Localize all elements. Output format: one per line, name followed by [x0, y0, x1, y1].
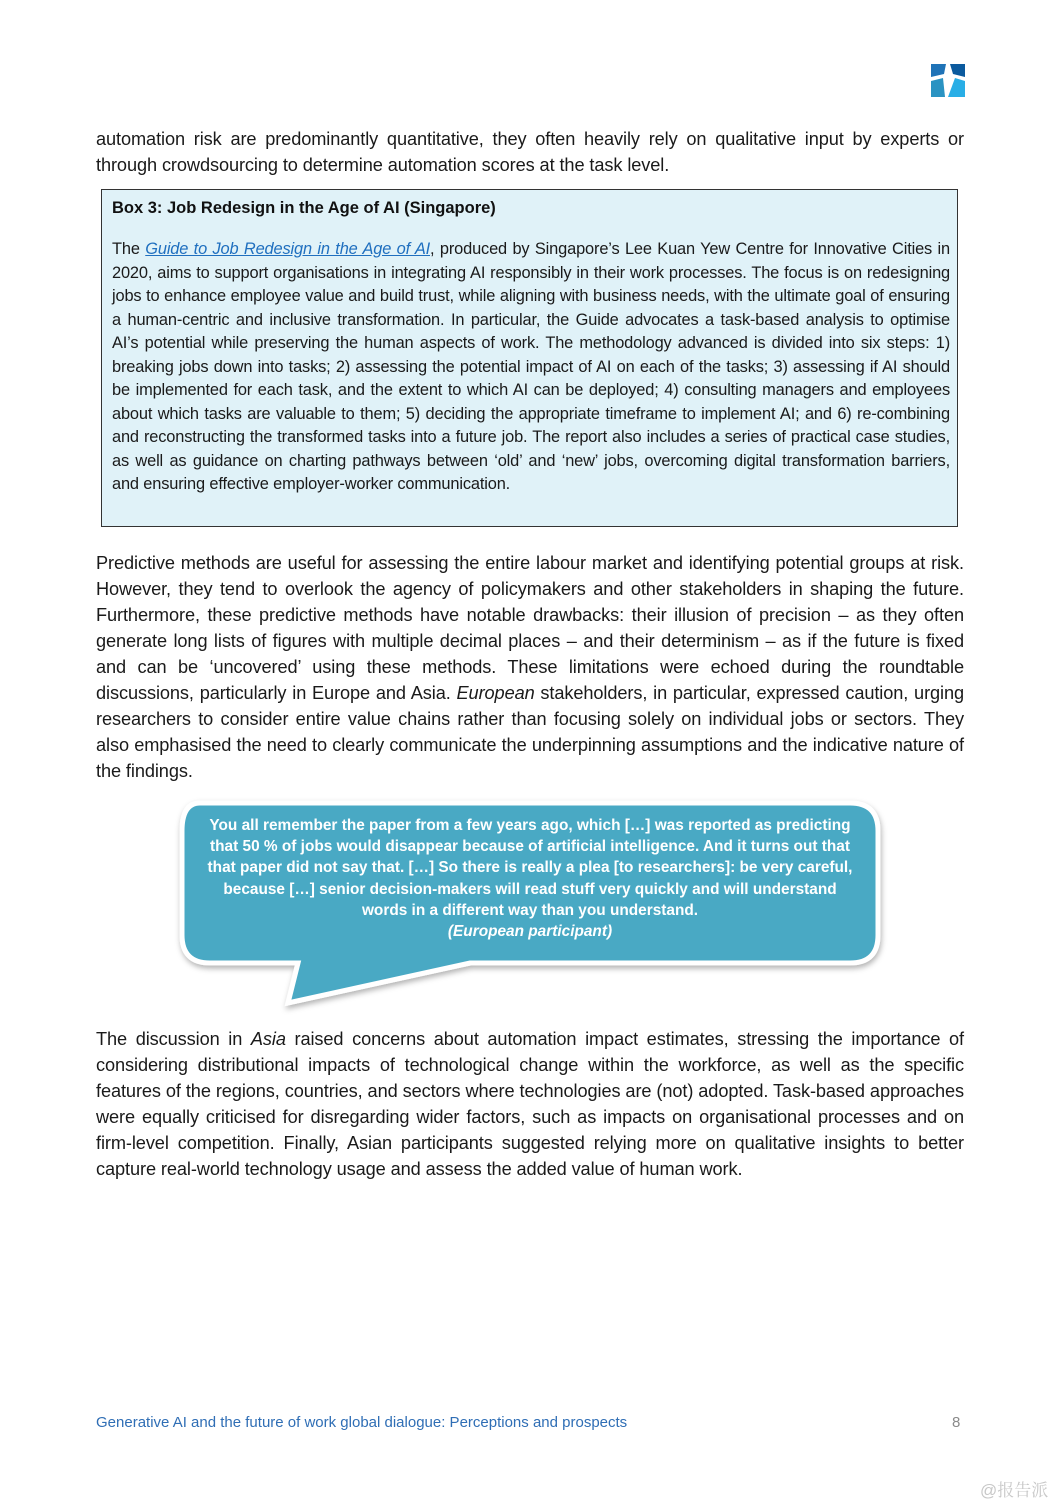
info-box — [101, 189, 958, 527]
quote-text — [200, 815, 860, 942]
box-body-intro: The — [112, 240, 146, 258]
predictive-text-2: stakeholders, in particular, expressed caution, urging researchers to consider entire value chains rather than focusing solely on individual jobs or sectors. They also emphasised the need to clearly communicate the underpinning assumptions and the indicative nature of the findings. — [96, 683, 965, 781]
predictive-emphasis: European — [456, 683, 535, 703]
predictive-text-1: Predictive methods are useful for assessing the entire labour market and identifying potential groups at risk. However, they tend to overlook the agency of policymakers and other stakeholders in shaping the future. Furthermore, these predictive methods have notable drawbacks: their illusion of precision – as they often generate long lists of figures with multiple decimal places – and their determinism – as if the future is fixed and can be ‘uncovered’ using these methods. These limitations were echoed during the roundtable discussions, particularly in Europe and Asia. — [96, 553, 964, 703]
box-body-text: , produced by Singapore’s Lee Kuan Yew Centre for Innovative Cities in 2020, aims to support organisations in integrating AI responsibly in their work processes. The focus is on redesigning jobs to enhance employee value and build trust, while aligning with business needs, with the ultimate goal of ensuring a human-centric and inclusive transformation. In particular, the Guide advocates a task-based analysis to optimise AI’s potential while preserving the human aspects of work. The methodology advanced is divided into six steps: 1) breaking jobs down into tasks; 2) assessing the potential impact of AI on each of the tasks; 3) assessing if AI should be implemented for each task, and the extent to which AI can be deployed; 4) consulting managers and employees about which tasks are valuable to them; 5) deciding the appropriate timeframe to implement AI; and 6) re-combining and reconstructing the transformed tasks into a future job. The report also includes a series of practical case studies, as well as guidance on charting pathways between ‘old’ and ‘new’ jobs, overcoming digital transformation barriers, and ensuring effective employer-worker communication. — [112, 240, 950, 493]
predictive-paragraph — [96, 550, 964, 784]
quote-body: You all remember the paper from a few years ago, which […] was reported as predicting that 50 % of jobs would disappear because of artificial intelligence. And it turns out that that paper did not say that. […] So there is really a plea [to researchers]: be very careful, because […] senior decision-makers will read stuff very quickly and will understand words in a different way than you understand. — [207, 817, 853, 919]
footer-title: Generative AI and the future of work global dialogue: Perceptions and prospects — [96, 1414, 628, 1431]
watermark: @报告派 — [980, 1481, 1049, 1500]
quote-attribution: (European participant) — [447, 923, 613, 941]
guide-link[interactable]: Guide to Job Redesign in the Age of AI — [145, 240, 431, 258]
intro-paragraph: automation risk are predominantly quantitative, they often heavily rely on qualitative input by experts or through crowdsourcing to determine automation scores at the task level. — [96, 129, 964, 175]
asia-text-2: raised concerns about automation impact estimates, stressing the importance of considering distributional impacts of technological change within the workforce, as well as the specific features of the regions, countries, and sectors where technologies are (not) adopted. Task-based approaches were equally criticised for disregarding wider factors, such as impacts on organisational processes and on firm-level competition. Finally, Asian participants suggested relying more on qualitative insights to better capture real-world technology usage and assess the added value of human work. — [96, 1029, 964, 1179]
quote-bubble — [170, 795, 890, 1015]
org-logo-icon — [931, 64, 965, 97]
box-title: Box 3: Job Redesign in the Age of AI (Singapore) — [112, 199, 496, 217]
asia-emphasis: Asia — [250, 1029, 286, 1049]
asia-text-1: The discussion in — [96, 1029, 251, 1049]
box-body — [112, 238, 950, 497]
page-number: 8 — [952, 1414, 961, 1431]
asia-paragraph — [96, 1026, 964, 1182]
